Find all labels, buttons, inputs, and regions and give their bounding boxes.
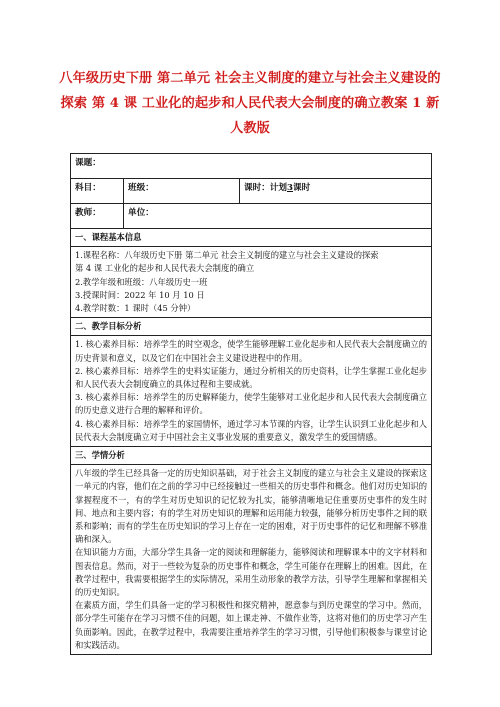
teacher-label: 教师： xyxy=(75,208,101,218)
subject-cell xyxy=(71,179,124,204)
period-value: 3 xyxy=(286,183,293,193)
class-label: 班级： xyxy=(128,183,154,193)
basic-line: 第 4 课 工业化的起步和人民代表大会制度的确立 xyxy=(75,263,255,274)
section-goals-body xyxy=(71,336,432,447)
topic-cell xyxy=(71,154,432,179)
teacher-cell xyxy=(71,204,124,229)
section-analysis-title: 三、学情分析 xyxy=(71,447,432,465)
unit-label: 单位： xyxy=(128,208,154,218)
analysis-paragraph: 在素质方面，学生们具备一定的学习积极性和探究精神，愿意参与到历史课堂的学习中。然而，部分学生可能存在学习习惯不佳的问题，如上课走神、不做作业等，这将对他们的历史学习产生负面影响。因此，在教学过程中，我需要注重培养学生的学习习惯，引导他们积极参与课堂讨论和实践活动。 xyxy=(75,600,428,650)
goal-item: 4. 核心素养目标：培养学生的家国情怀，通过学习本节课的内容，让学生认识到工业化起步和人民代表大会制度确立对于中国社会主义事业发展的重要意义，激发学生的爱国情感。 xyxy=(75,418,428,442)
unit-cell xyxy=(124,204,432,229)
basic-line: 1.课程名称：八年级历史下册 第二单元 社会主义制度的建立与社会主义建设的探索 xyxy=(75,250,379,261)
basic-line: 3.授课时间：2022 年 10 月 10 日 xyxy=(75,289,205,300)
basic-line: 2.教学年级和班级：八年级历史一班 xyxy=(75,276,208,287)
period-label: 课时：计划 xyxy=(244,183,287,193)
analysis-paragraph: 八年级的学生已经具备一定的历史知识基础，对于社会主义制度的建立与社会主义建设的探索这一单元的内容，他们在之前的学习中已经接触过一些相关的历史事件和概念。他们对历史知识的掌握程度不一，有的学生对历史知识的记忆较为扎实，能够清晰地记住重要历史事件的发生时间、地点和主要内容；有的学生对历史知识的理解和运用能力较强，能够分析历史事件之间的联系和影响；而有的学生在历史知识的学习上存在一定的困难，对于历史事件的记忆和理解不够准确和深入。 xyxy=(75,468,428,545)
document-title: 八年级历史下册 第二单元 社会主义制度的建立与社会主义建设的探索 第 4 课 工业化的起步和人民代表大会制度的确立教案 1 新人教版 xyxy=(59,71,441,136)
section-analysis-body xyxy=(71,465,432,655)
goal-item: 1. 核心素养目标：培养学生的时空观念，使学生能够理解工业化起步和人民代表大会制度确立的历史背景和意义，以及它们在中国社会主义建设进程中的作用。 xyxy=(75,339,428,363)
period-unit: 课时 xyxy=(292,183,311,193)
basic-line: 4.教学时数：1 课时（45 分钟） xyxy=(75,303,196,314)
goal-item: 2. 核心素养目标：培养学生的史料实证能力，通过分析相关的历史资料，让学生掌握工业化起步和人民代表大会制度确立的具体过程和主要成就。 xyxy=(75,365,428,390)
section-basic-body xyxy=(71,247,432,318)
class-cell xyxy=(124,179,240,204)
subject-label: 科目： xyxy=(75,183,101,193)
lesson-plan-table xyxy=(70,153,432,655)
goal-item: 3. 核心素养目标：培养学生的历史解释能力，使学生能够对工业化起步和人民代表大会制度确立的历史意义进行合理的解释和评价。 xyxy=(75,392,428,416)
period-cell xyxy=(240,179,432,204)
section-basic-title: 一、课程基本信息 xyxy=(71,229,432,247)
topic-label: 课题： xyxy=(75,158,101,168)
section-goals-title: 二、教学目标分析 xyxy=(71,318,432,336)
analysis-paragraph: 在知识能力方面，大部分学生具备一定的阅读和理解能力，能够阅读和理解课本中的文字材料和图表信息。然而，对于一些较为复杂的历史事件和概念，学生可能存在理解上的困难。因此，在教学过程中，我需要根据学生的实际情况，采用生动形象的教学方法，引导学生理解和掌握相关的历史知识。 xyxy=(75,547,428,598)
